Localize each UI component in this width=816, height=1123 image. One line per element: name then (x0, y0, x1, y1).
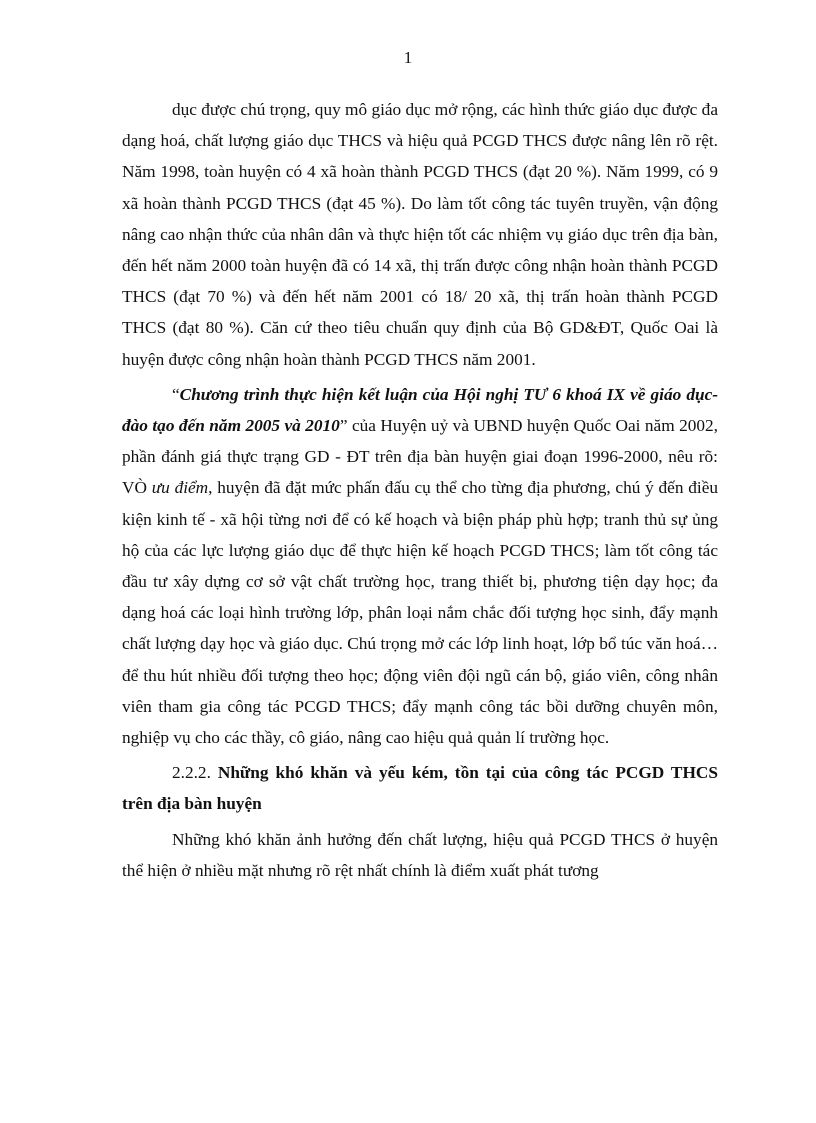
paragraph-difficulties: Những khó khăn ảnh hưởng đến chất lượng, hiệu quả PCGD THCS ở huyện thể hiện ở nhiều mặt nhưng rõ rệt nhất chính là điểm xuất phát tương (122, 829, 718, 880)
paragraph-pcgd-results: dục được chú trọng, quy mô giáo dục mở rộng, các hình thức giáo dục được đa dạng hoá, chất lượng giáo dục THCS và hiệu quả PCGD THCS được nâng lên rõ rệt. Năm 1998, toàn huyện có 4 xã hoàn thành PCGD THCS (đạt 20 %). Năm 1999, có 9 xã hoàn thành PCGD THCS (đạt 45 %). Do làm tốt công tác tuyên truyền, vận động nâng cao nhận thức của nhân dân và thực hiện tốt các nhiệm vụ giáo dục trên địa bàn, đến hết năm 2000 toàn huyện đã có 14 xã, thị trấn được công nhận hoàn thành PCGD THCS (đạt 70 %) và đến hết năm 2001 có 18/ 20 xã, thị trấn hoàn thành PCGD THCS (đạt 80 %). Căn cứ theo tiêu chuẩn quy định của Bộ GD&ĐT, Quốc Oai là huyện được công nhận hoàn thành PCGD THCS năm 2001. (122, 100, 718, 369)
paragraph-program-evaluation (122, 379, 718, 753)
section-title: Những khó khăn và yếu kém, tồn tại của công tác PCGD THCS trên địa bàn huyện (122, 763, 718, 814)
page-number: 1 (403, 48, 413, 67)
section-heading (122, 757, 718, 819)
document-body (122, 94, 718, 890)
program-title: Chương trình thực hiện kết luận của Hội nghị TƯ 6 khoá IX về giáo dục- đào tạo đến năm 2005 và 2010 (122, 384, 718, 436)
italic-term: ưu điểm (151, 478, 209, 498)
paragraph-text-a: ” của Huyện uỷ và UBND huyện Quốc Oai năm 2002, phần đánh giá thực trạng GD - ĐT trên địa bàn huyện giai đoạn 1996-2000, nêu rõ: VÒ (122, 416, 718, 498)
section-number: 2.2.2. (172, 763, 211, 783)
open-quote: “ (172, 384, 180, 404)
paragraph-text-b: , huyện đã đặt mức phấn đấu cụ thể cho từng địa phương, chú ý đến điều kiện kinh tế - xã hội từng nơi để có kế hoạch và biện pháp phù hợp; tranh thủ sự ủng hộ của các lực lượng giáo dục để thực hiện kế hoạch PCGD THCS; làm tốt công tác đầu tư xây dựng cơ sở vật chất trường học, trang thiết bị, phương tiện dạy học; đa dạng hoá các loại hình trường lớp, phân loại nắm chắc đối tượng học sinh, đẩy mạnh chất lượng dạy học và giáo dục. Chú trọng mở các lớp linh hoạt, lớp bổ túc văn hoá… để thu hút nhiều đối tượng theo học; động viên đội ngũ cán bộ, giáo viên, công nhân viên tham gia công tác PCGD THCS; đẩy mạnh công tác bồi dưỡng chuyên môn, nghiệp vụ cho các thầy, cô giáo, nâng cao hiệu quả quản lí trường học. (122, 478, 719, 748)
